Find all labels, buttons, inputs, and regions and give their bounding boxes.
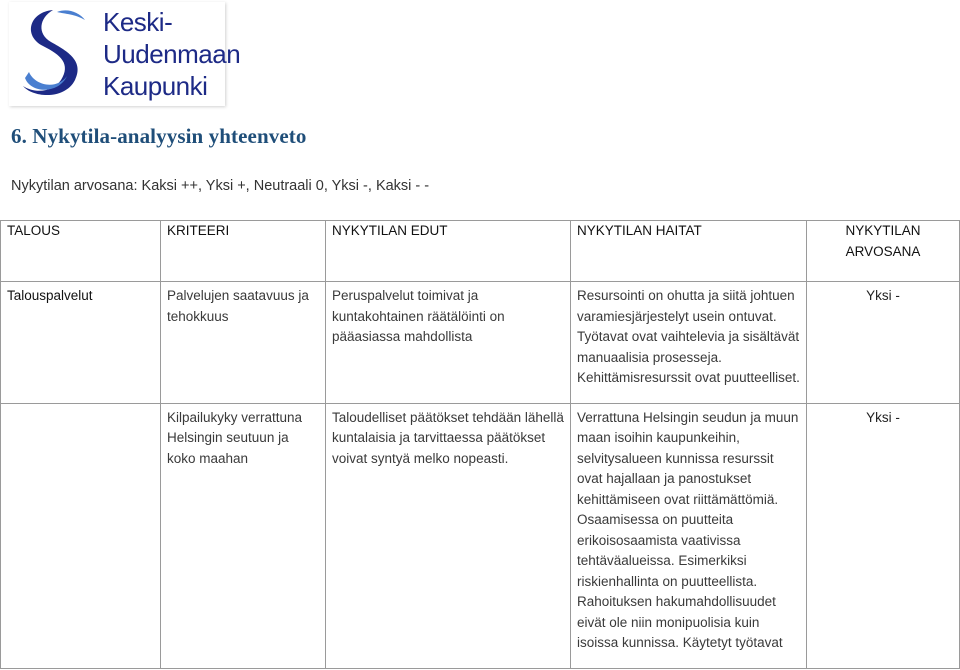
logo-line-3: Kaupunki: [103, 71, 208, 101]
rating-legend: Nykytilan arvosana: Kaksi ++, Yksi +, Neutraali 0, Yksi -, Kaksi - -: [11, 178, 430, 194]
table-row: [1, 282, 960, 404]
logo-line-1: Keski-: [103, 7, 173, 37]
cell-drawbacks: Resursointi on ohutta ja siitä johtuen varamiesjärjestelyt usein ontuvat. Työtavat ovat vaihtelevia ja sisältävät manuaalisia prosesseja. Kehittämisresurssit ovat puutteelliset.: [577, 288, 800, 385]
header-edut: NYKYTILAN EDUT: [326, 221, 571, 282]
cell-benefits: Peruspalvelut toimivat ja kuntakohtainen räätälöinti on pääasiassa mahdollista: [332, 288, 505, 344]
section-heading: 6. Nykytila-analyysin yhteenveto: [11, 124, 307, 148]
logo-line-2: Uudenmaan: [103, 39, 241, 69]
cell-criterion: Kilpailukyky verrattuna Helsingin seutuun ja koko maahan: [167, 409, 303, 466]
cell-rating: Yksi -: [866, 409, 900, 425]
cell-criterion: Palvelujen saatavuus ja tehokkuus: [167, 288, 309, 324]
cell-category: [7, 404, 154, 422]
table-header-row: [1, 221, 960, 282]
analysis-table: [0, 220, 960, 669]
header-kriteeri: KRITEERI: [161, 221, 326, 282]
cell-benefits: Taloudelliset päätökset tehdään lähellä kuntalaisia ja tarvittaessa päätökset voivat syntyä melko nopeasti.: [332, 409, 564, 466]
city-logo: [9, 2, 241, 106]
table-row: [1, 403, 960, 668]
cell-rating: Yksi -: [866, 288, 900, 303]
header-talous: TALOUS: [1, 221, 161, 282]
cell-category: Talouspalvelut: [7, 288, 93, 303]
header-arvosana: NYKYTILAN ARVOSANA: [807, 221, 960, 282]
cell-drawbacks: Verrattuna Helsingin seudun ja muun maan isoihin kaupunkeihin, selvitysalueen kunnissa resurssit ovat hajallaan ja panostukset kehittämiseen ovat riittämättömiä. Osaamisessa on puutteita erikoisosaamista vaativissa tehtäväalueissa. Esimerkiksi riskienhallinta on puutteellista. Rahoituksen hakumahdollisuudet eivät ole niin monipuolisia kuin isoissa kunnissa. Käytetyt työtavat: [577, 409, 799, 650]
header-haitat: NYKYTILAN HAITAT: [571, 221, 807, 282]
